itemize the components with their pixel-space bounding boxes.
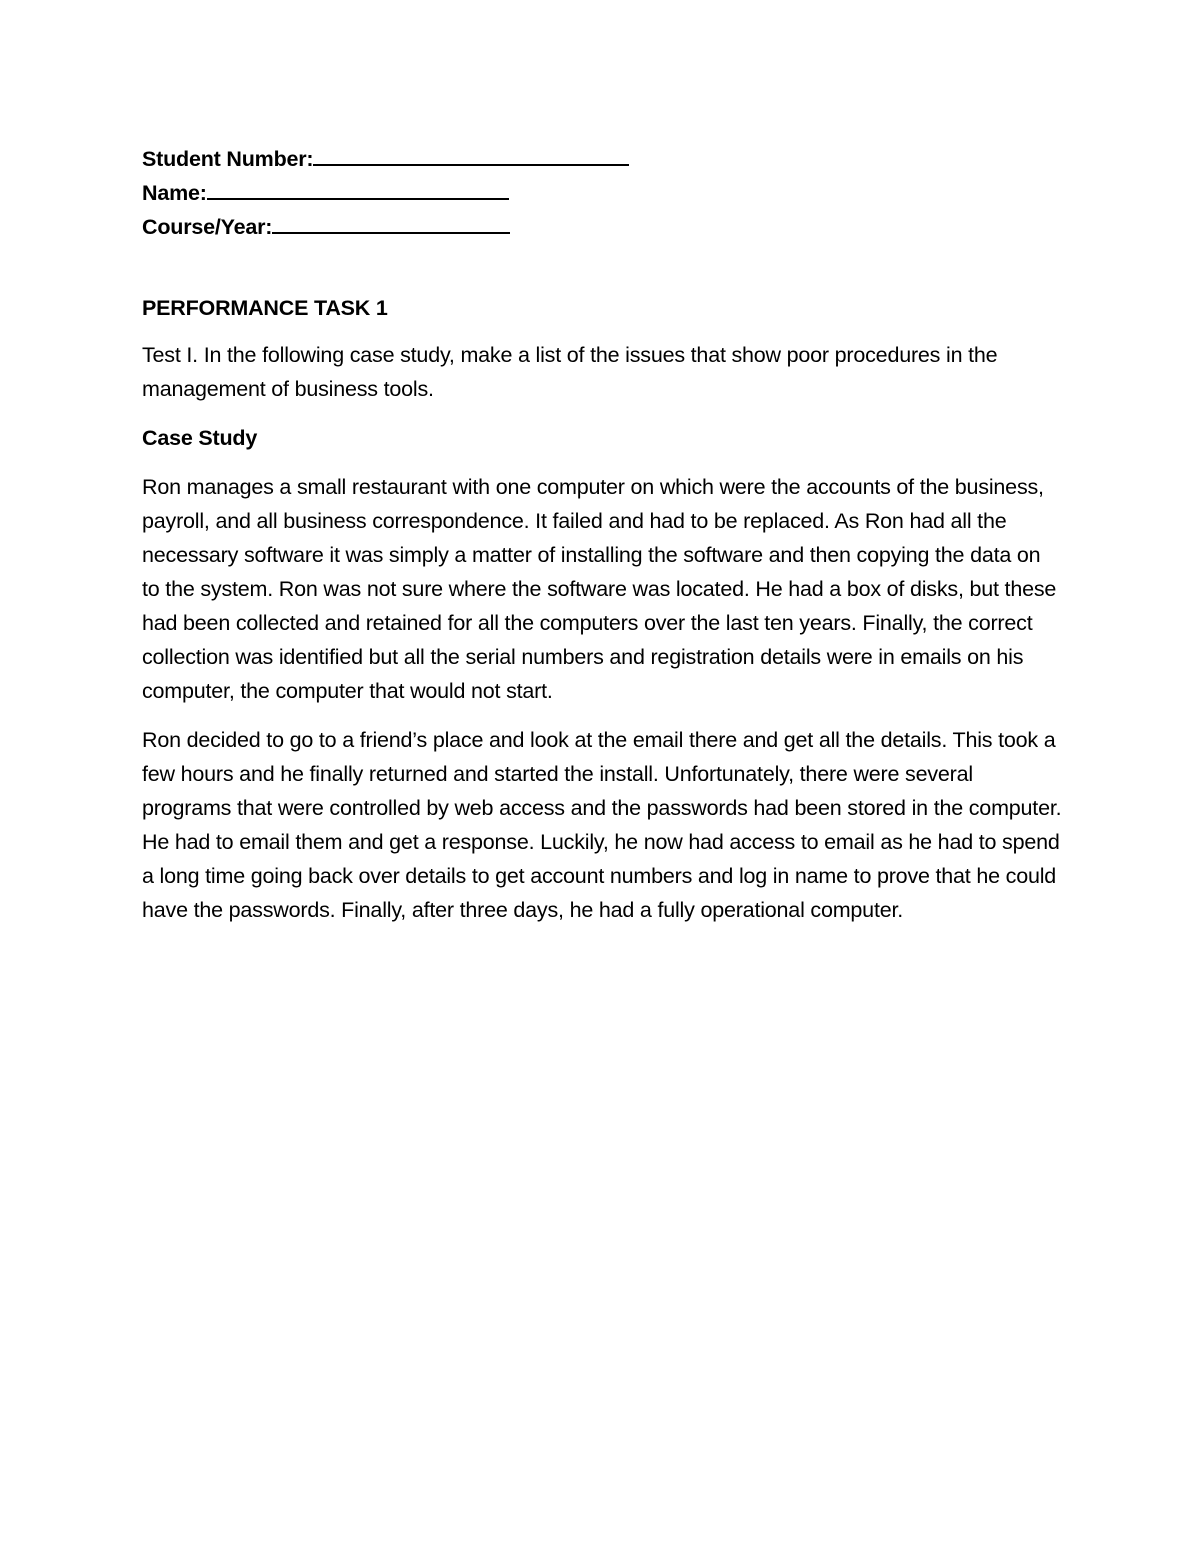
course-year-field — [142, 210, 1062, 244]
name-label: Name: — [142, 181, 207, 205]
name-field — [142, 176, 1062, 210]
document-content — [142, 142, 1062, 927]
task-title: PERFORMANCE TASK 1 — [142, 296, 388, 320]
student-number-label: Student Number: — [142, 147, 314, 171]
case-study-paragraph: Ron manages a small restaurant with one computer on which were the accounts of the business, payroll, and all business correspondence. It failed and had to be replaced. As Ron had all the necessary software it was simply a matter of installing the software and then copying the data on to the system. Ron was not sure where the software was located. He had a box of disks, but these had been collected and retained for all the computers over the last ten years. Finally, the correct collection was identified but all the serial numbers and registration details were in emails on his computer, the computer that would not start. — [142, 475, 1057, 703]
student-number-field — [142, 142, 1062, 176]
name-blank — [207, 176, 509, 200]
course-year-blank — [272, 210, 510, 234]
case-study-paragraph: Ron decided to go to a friend’s place and look at the email there and get all the details. This took a few hours and he finally returned and started the install. Unfortunately, there were several programs that were controlled by web access and the passwords had been stored in the computer. He had to email them and get a response. Luckily, he now had access to email as he had to spend a long time going back over details to get account numbers and log in name to prove that he could have the passwords. Finally, after three days, he had a fully operational computer. — [142, 728, 1062, 922]
student-number-blank — [313, 142, 629, 166]
case-study-heading: Case Study — [142, 426, 258, 450]
course-year-label: Course/Year: — [142, 215, 273, 239]
task-instruction: Test I. In the following case study, make a list of the issues that show poor procedures in the management of business tools. — [142, 343, 998, 401]
